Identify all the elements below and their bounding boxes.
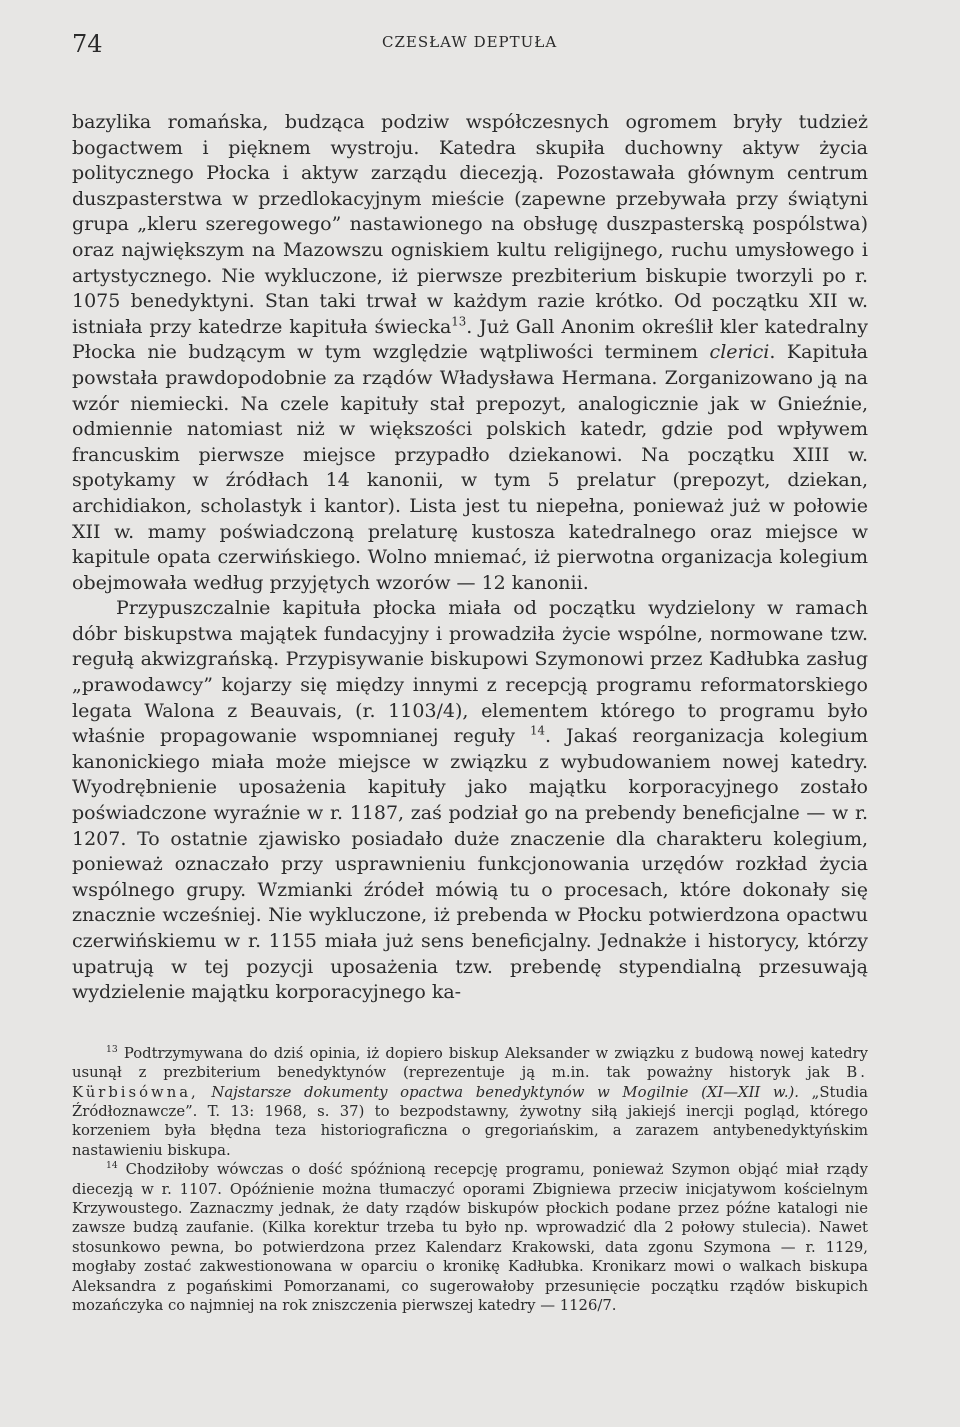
paragraph-1-text-c: . Kapituła powstała prawdopodobnie za rządów Władysława Hermana. Zorganizowano ją na wzór niemiecki. Na czele kapituły stał prepozyt, analogicznie jak w Gnieźnie, odmiennie natomiast niż w większości polskich katedr, gdzie pod wpływem francuskim pierwsze miejsce przypadło dziekanowi. Na początku XIII w. spotykamy w źródłach 14 kanonii, w tym 5 prelatur (prepozyt, dziekan, archidiakon, scholastyk i kantor). Lista jest tu niepełna, ponieważ już w połowie XII w. mamy poświadczoną prelaturę kustosza katedralnego oraz miejsce w kapitule opata czerwińskiego. Wolno mniemać, iż pierwotna organizacja kolegium obejmowała według przyjętych wzorów — 12 kanonii.: [72, 341, 869, 594]
footnote-13-text-a: Podtrzymywana do dziś opinia, iż dopiero biskup Aleksander w związku z budową nowej katedry usunął z prezbiterium benedyktynów (reprezentuje ją m.in. tak poważny historyk jak: [72, 1044, 868, 1082]
footnote-13-author: B. Kürbisówna,: [72, 1064, 868, 1101]
paragraph-1-text-b: . Już Gall Anonim określił kler katedralny Płocka nie budzącym w tym względzie wątpliwości terminem: [72, 315, 868, 364]
running-head: [72, 26, 868, 62]
footnote-14: [72, 1160, 868, 1315]
main-text: [72, 110, 868, 1006]
paragraph-1: [72, 110, 868, 596]
footnote-14-text: Chodziłoby wówczas o dość spóźnioną recepcję programu, ponieważ Szymon objąć miał rządy diecezją w r. 1107. Opóźnienie można tłumaczyć oporami Zbigniewa przeciw inicjatywom kościelnym Krzywoustego. Zaznaczmy jednak, że daty rządów biskupów płockich podane przez późne katalogi nie zawsze budzą zaufanie. (Kilka korektur trzeba tu było np. wprowadzić dla 2 połowy stulecia). Nawet stosunkowo pewna, bo potwierdzona przez Kalendarz Krakowski, data zgonu Szymona — r. 1129, mogłaby zostać zakwestionowana w oparciu o kronikę Kadłubka. Kronikarz mowi o walkach biskupa Aleksandra z pogańskimi Pomorzanami, co sugerowałoby przesunięcie początku rządów biskupich mozańczyka co najmniej na rok zniszczenia pierwszej katedry — 1126/7.: [72, 1161, 868, 1315]
running-head-title: CZESŁAW DEPTUŁA: [382, 33, 558, 51]
paragraph-2-text-b: . Jakaś reorganizacja kolegium kanonickiego miała może miejsce w związku z wybudowaniem nowej katedry. Wyodrębnienie uposażenia kapituły jako majątku korporacyjnego zostało poświadczone wyraźnie w r. 1187, zaś podział go na prebendy beneficjalne — w r. 1207. To ostatnie zjawisko posiadało duże znaczenie dla charakteru kolegium, ponieważ oznaczało przy usprawnieniu funkcjonowania urzędów rozkład życia wspólnego grupy. Wzmianki źródeł mówią tu o procesach, które dokonały się znacznie wcześniej. Nie wykluczone, iż prebenda w Płocku potwierdzona opactwu czerwińskiemu w r. 1155 miała już sens beneficjalny. Jednakże i historycy, którzy upatrują w tej pozycji uposażenia tzw. prebendę stypendialną przesuwają wydzielenie majątku korporacyjnego ka-: [72, 725, 868, 1004]
footnote-ref-14[interactable]: 14: [530, 723, 545, 738]
footnote-13-title: Najstarsze dokumenty opactwa benedyktynów w Mogilnie (XI—XII w.).: [211, 1083, 800, 1101]
footnote-13: [72, 1044, 868, 1160]
footnote-13-number: 13: [106, 1043, 118, 1055]
footnote-ref-13[interactable]: 13: [451, 314, 467, 329]
paragraph-2: [72, 596, 868, 1006]
paragraph-1-text-a: bazylika romańska, budząca podziw współczesnych ogromem bryły tudzież bogactwem i pięknem wystroju. Katedra skupiła duchowny aktyw życia politycznego Płocka i aktyw zarządu diecezją. Pozostawała głównym centrum duszpasterstwa w przedlokacyjnym mieście (zapewne przebywała przy świątyni grupa „kleru szeregowego” nastawionego na obsługę duszpasterską pospólstwa) oraz największym na Mazowszu ogniskiem kultu religijnego, ruchu umysłowego i artystycznego. Nie wykluczone, iż pierwsze prezbiterium biskupie tworzyli po r. 1075 benedyktyni. Stan taki trwał w każdym razie krótko. Od początku XII w. istniała przy katedrze kapituła świecka: [72, 111, 868, 338]
footnotes: [72, 1044, 868, 1316]
footnote-13-text-b: „Studia Źródłoznawcze”. T. 13: 1968, s. 37) to bezpodstawny, żywotny siłą jakiejś inercji pogląd, którego korzeniem była błędna teza historiograficzna o gregoriańskim, a zarazem antybenedyktyńskim nastawieniu biskupa.: [72, 1083, 868, 1159]
footnote-14-number: 14: [106, 1160, 118, 1172]
latin-term: clerici: [709, 341, 770, 364]
paragraph-2-text-a: Przypuszczalnie kapituła płocka miała od początku wydzielony w ramach dóbr biskupstwa majątek fundacyjny i prowadziła życie wspólne, normowane tzw. regułą akwizgrańską. Przypisywanie biskupowi Szymonowi przez Kadłubka zasług „prawodawcy” kojarzy się między innymi z recepcją programu reformatorskiego legata Walona z Beauvais, (r. 1103/4), elementem którego to programu było właśnie propagowanie wspomnianej reguły: [72, 597, 868, 748]
page-number: 74: [72, 30, 103, 58]
